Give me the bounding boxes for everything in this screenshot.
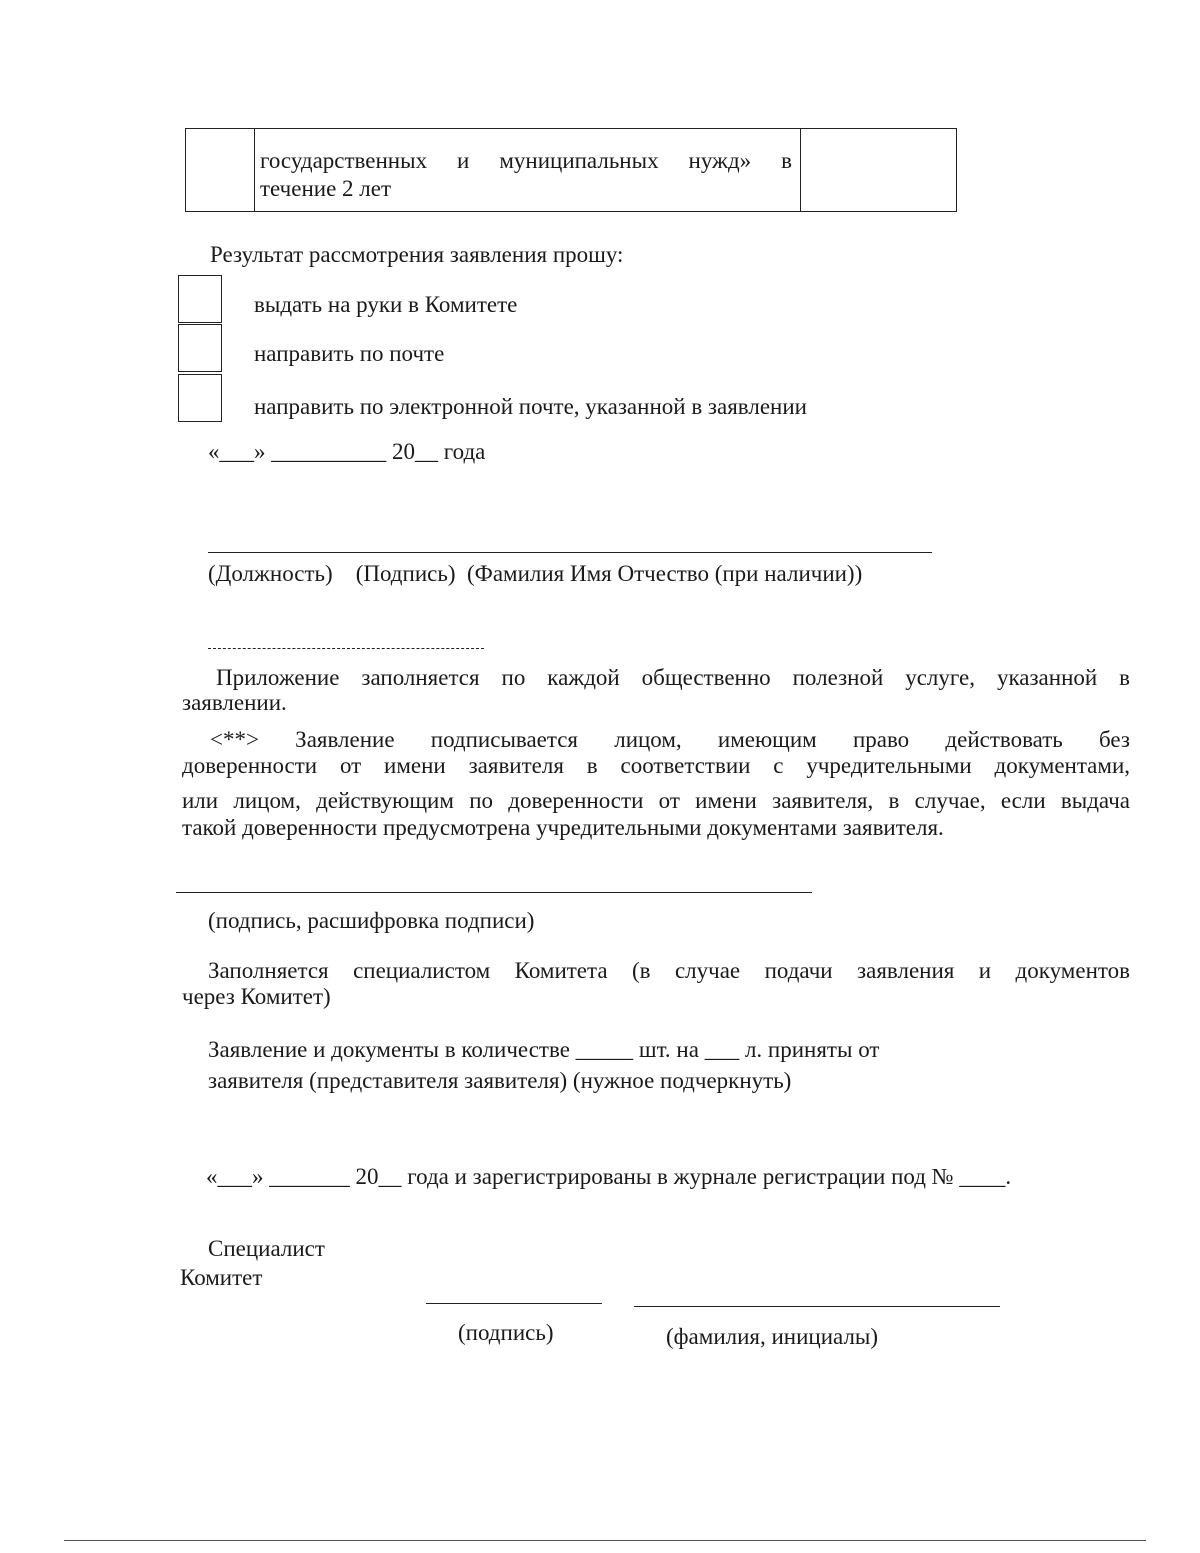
accepted-line1: Заявление и документы в количестве _____ шт. на ___ л. приняты от <box>208 1037 880 1062</box>
footnote-2-line1: <**> Заявление подписывается лицом, имеющим право действовать без <box>210 727 1130 752</box>
footnote-2-line4: такой доверенности предусмотрена учредительными документами заявителя. <box>182 815 944 840</box>
checkbox-post[interactable] <box>178 324 222 372</box>
signature-line <box>208 552 932 553</box>
committee-intro-line1: Заполняется специалистом Комитета (в случае подачи заявления и документов <box>208 958 1130 983</box>
specialist-signature-line <box>426 1303 602 1304</box>
checkbox-email[interactable] <box>178 374 222 422</box>
footnote-1-line1: Приложение заполняется по каждой общественно полезной услуге, указанной в <box>216 665 1130 690</box>
date-line: «___» __________ 20__ года <box>208 439 486 464</box>
checkbox-hand-delivery[interactable] <box>178 275 222 323</box>
specialist-signature-caption: (подпись) <box>458 1320 554 1345</box>
committee-label: Комитет <box>180 1265 263 1290</box>
option-email: направить по электронной почте, указанной в заявлении <box>254 394 807 419</box>
table-cell-text-line1: государственных и муниципальных нужд» в <box>260 148 792 173</box>
applicant-signature-line <box>176 892 812 893</box>
specialist-name-line <box>634 1306 1000 1307</box>
specialist-name-caption: (фамилия, инициалы) <box>666 1324 879 1349</box>
table-cell-text-line2: течение 2 лет <box>260 176 392 201</box>
footnote-2-line3: или лицом, действующим по доверенности от имени заявителя, в случае, если выдача <box>182 788 1130 813</box>
footnote-2-line2: доверенности от имени заявителя в соответствии с учредительными документами, <box>182 753 1130 778</box>
footnote-1-line2: заявлении. <box>182 690 287 715</box>
signature-caption: (Должность) (Подпись) (Фамилия Имя Отчество (при наличии)) <box>208 561 863 586</box>
table-fragment <box>185 128 957 212</box>
accepted-line2: заявителя (представителя заявителя) (нужное подчеркнуть) <box>208 1068 792 1093</box>
table-cell-empty <box>800 129 957 211</box>
table-cell-number <box>186 129 255 211</box>
specialist-label: Специалист <box>208 1236 325 1261</box>
option-hand-delivery: выдать на руки в Комитете <box>254 292 518 317</box>
footnote-separator <box>208 648 484 649</box>
result-heading: Результат рассмотрения заявления прошу: <box>210 242 624 267</box>
option-post: направить по почте <box>254 341 445 366</box>
table-cell-text <box>260 147 792 203</box>
applicant-signature-caption: (подпись, расшифровка подписи) <box>208 908 535 933</box>
registration-line: «___» _______ 20__ года и зарегистрированы в журнале регистрации под № ____. <box>206 1164 1012 1189</box>
page-bottom-rule <box>64 1540 1146 1541</box>
committee-intro-line2: через Комитет) <box>182 984 331 1009</box>
